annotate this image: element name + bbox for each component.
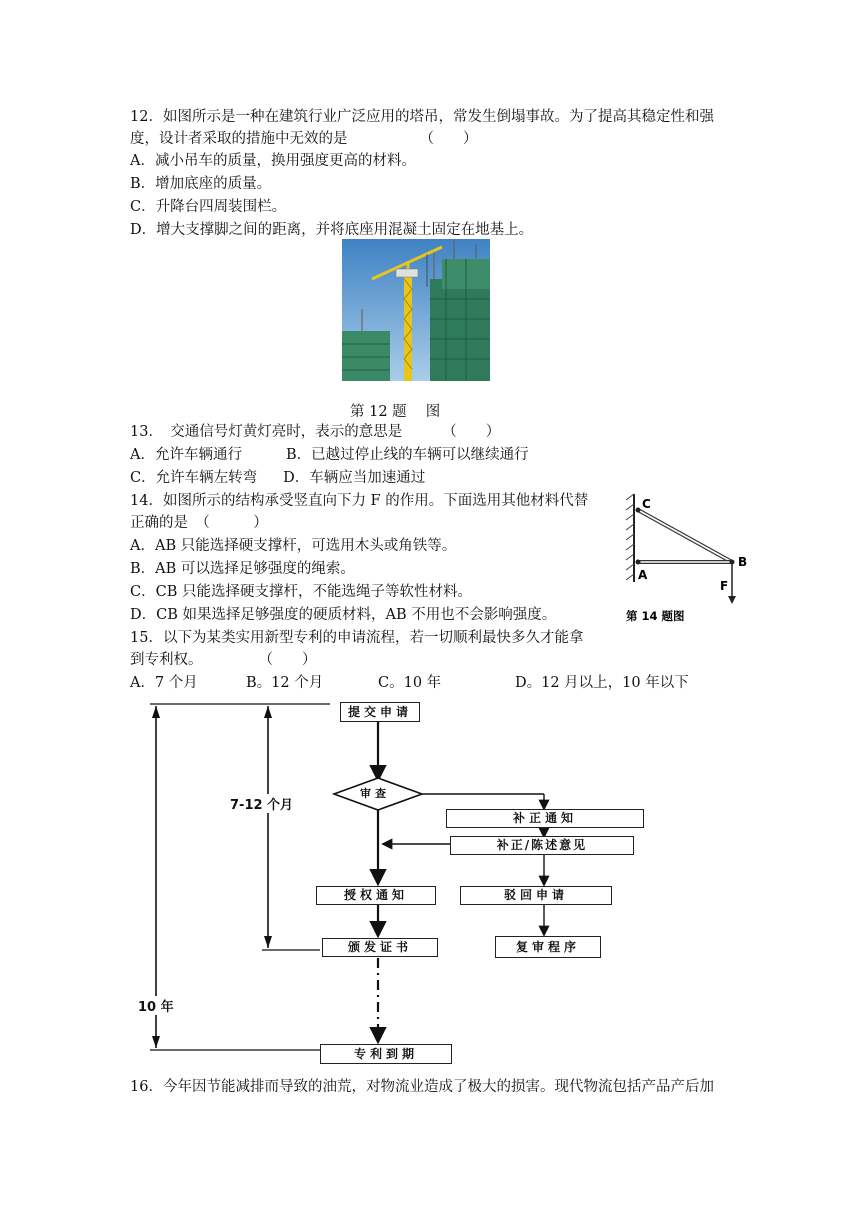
flow-expire-box: 专利到期 [320,1044,452,1064]
q13-stem [130,421,500,443]
q13-option-a: A．允许车辆通行 [130,447,242,463]
q15-stem-line1: 15．以下为某类实用新型专利的申请流程，若一切顺利最快多久才能拿 [130,630,584,646]
q15-option-c: C。10 年 [378,675,442,691]
q12-stem-text: 度，设计者采取的措施中无效的是 [130,131,348,147]
q12-option-a: A．减小吊车的质量，换用强度更高的材料。 [130,153,416,169]
q12-stem-line2 [130,128,478,150]
q12-stem-line1: 12．如图所示是一种在建筑行业广泛应用的塔吊，常发生倒塌事故。为了提高其稳定性和强 [130,109,714,125]
q14-option-c: C．CB 只能选择硬支撑杆，不能选绳子等软性材料。 [130,584,472,600]
flow-submit-box: 提交申请 [340,702,420,722]
flow-re-review-box: 复审程序 [495,936,601,958]
q13-option-d: D．车辆应当加速通过 [283,470,426,486]
flow-span-short-label: 7-12 个月 [228,794,295,813]
q14-label-f: F [720,579,729,593]
q15-option-b: B。12 个月 [246,675,324,691]
q14-option-b: B．AB 可以选择足够强度的绳索。 [130,561,355,577]
flow-span-long-label: 10 年 [136,996,176,1015]
q15-option-d: D。12 月以上，10 年以下 [515,675,689,691]
flow-fix-opinion-box: 补正/陈述意见 [450,836,634,855]
q13-answer-bracket: （ ） [442,424,501,440]
q13-option-b: B．已越过停止线的车辆可以继续通行 [285,447,529,463]
flow-notice-fix-box: 补正通知 [446,809,644,828]
q13-stem-text: 13． 交通信号灯黄灯亮时，表示的意思是 [130,424,403,440]
tower-crane-photo [342,239,490,381]
q14-stem-line1: 14．如图所示的结构承受竖直向下力 F 的作用。下面选用其他材料代替 [130,493,589,509]
q15-stem-line2 [130,649,317,671]
q14-option-a: A．AB 只能选择硬支撑杆，可选用木头或角铁等。 [130,538,457,554]
q13-options-row2 [130,467,425,489]
q12-answer-bracket: （ ） [419,131,478,147]
q14-label-c: C [642,497,651,511]
flow-issue-cert-box: 颁发证书 [322,938,438,957]
q12-option-b: B．增加底座的质量。 [130,176,272,192]
q13-option-c: C．允许车辆左转弯 [130,470,258,486]
q12-figure-caption: 第 12 题 图 [350,404,441,420]
q14-label-a: A [638,568,648,582]
q15-option-a: A．7 个月 [130,675,198,691]
q12-option-d: D．增大支撑脚之间的距离，并将底座用混凝土固定在地基上。 [130,222,534,238]
q12-option-c: C．升降台四周装围栏。 [130,199,287,215]
q14-structure-figure [620,490,750,626]
flow-reject-box: 驳回申请 [460,886,612,905]
q13-options-row1 [130,444,529,466]
q14-label-b: B [738,555,748,569]
q15-answer-bracket: （ ） [258,652,317,668]
q14-stem-line2: 正确的是 （ ） [130,515,268,531]
q15-stem-text: 到专利权。 [130,652,203,668]
q16-stem-line1: 16．今年因节能减排而导致的油荒，对物流业造成了极大的损害。现代物流包括产品产后加 [130,1079,714,1095]
flow-review-label: 审查 [360,787,390,800]
patent-flowchart [130,696,650,1066]
q14-figure-caption: 第 14 题图 [626,609,685,623]
flow-grant-notice-box: 授权通知 [316,886,436,905]
q14-option-d: D．CB 如果选择足够强度的硬质材料，AB 不用也不会影响强度。 [130,607,557,623]
